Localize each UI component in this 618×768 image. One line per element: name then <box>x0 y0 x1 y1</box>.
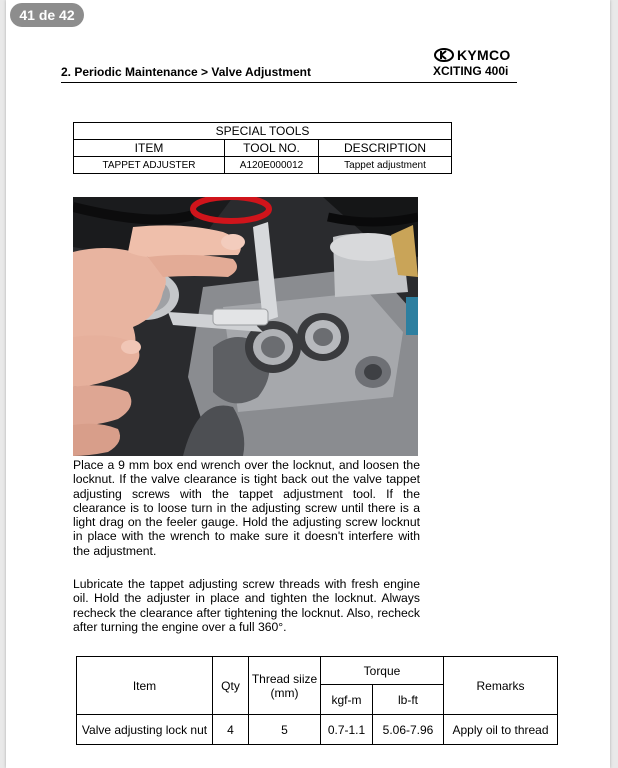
column-header: ITEM <box>74 140 225 157</box>
instruction-paragraph: Place a 9 mm box end wrench over the locknut, and loosen the locknut. If the valve clearance is tight back out the valve tappet adjusting screws with the tappet adjustment tool. If the clearance is to loose turn in the adjusting screw until there is a light drag on the feeler gauge. Hold the adjusting screw locknut in place with the wrench to make sure it doesn't interfere with the adjustment. <box>73 458 420 558</box>
torque-remarks: Apply oil to thread <box>444 715 558 745</box>
column-header: Qty <box>213 657 249 715</box>
torque-table <box>76 656 558 745</box>
table-row <box>77 715 558 745</box>
column-header: Remarks <box>444 657 558 715</box>
torque-item: Valve adjusting lock nut <box>77 715 213 745</box>
column-header: Thread siize (mm) <box>249 657 321 715</box>
tool-item: TAPPET ADJUSTER <box>74 157 225 174</box>
document-page <box>6 0 610 768</box>
brand-logo <box>434 47 511 63</box>
column-header: Torque <box>321 657 444 685</box>
section-title: 2. Periodic Maintenance > Valve Adjustment <box>61 65 311 79</box>
torque-thread: 5 <box>249 715 321 745</box>
valve-adjustment-photo <box>73 197 418 456</box>
table-row <box>74 157 452 174</box>
column-header: lb-ft <box>373 685 444 715</box>
special-tools-caption: SPECIAL TOOLS <box>74 123 452 140</box>
torque-lbft: 5.06-7.96 <box>373 715 444 745</box>
header-divider <box>61 82 517 83</box>
tool-description: Tappet adjustment <box>319 157 452 174</box>
column-header: TOOL NO. <box>225 140 319 157</box>
instruction-paragraph: Lubricate the tappet adjusting screw threads with fresh engine oil. Hold the adjuster in place and tighten the locknut. Always recheck the clearance after tightening the locknut. Also, recheck after turning the engine over a full 360°. <box>73 577 420 634</box>
torque-qty: 4 <box>213 715 249 745</box>
column-header: DESCRIPTION <box>319 140 452 157</box>
torque-kgfm: 0.7-1.1 <box>321 715 373 745</box>
tool-number: A120E000012 <box>225 157 319 174</box>
special-tools-table <box>73 122 452 174</box>
model-name: XCITING 400i <box>433 64 509 78</box>
kymco-logo-icon <box>434 48 454 62</box>
column-header: Item <box>77 657 213 715</box>
page-indicator: 41 de 42 <box>10 3 84 27</box>
brand-name: KYMCO <box>457 47 511 63</box>
column-header: kgf-m <box>321 685 373 715</box>
